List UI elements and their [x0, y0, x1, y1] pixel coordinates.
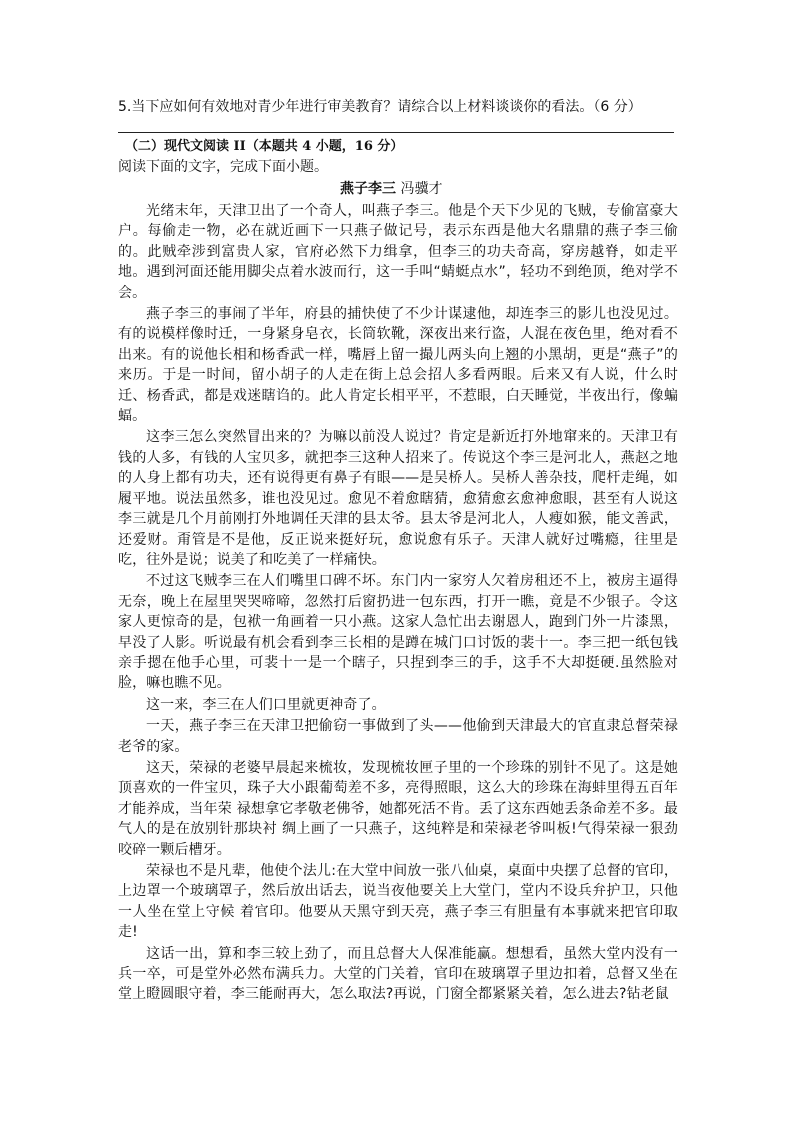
reading-instruction: 阅读下面的文字，完成下面小题。	[118, 159, 328, 175]
paragraph: 燕子李三的事闹了半年，府县的捕快使了不少计谋逮他，却连李三的影儿也没见过。有的说模样像时迁，一身紧身皂衣，长筒软靴，深夜出来行盗，人混在夜色里，绝对看不出来。有的说他长相和杨香武一样，嘴唇上留一撮儿两头向上翘的小黑胡，更是“燕子”的来历。于是一时间，留小胡子的人走在街上总会招人多看两眼。后来又有人说，什么时迁、杨香武，都是戏迷瞎诌的。此人肯定长相平平，不惹眼，白天睡觉，半夜出行，像蝙蝠。	[118, 306, 678, 425]
story-title-line	[340, 179, 442, 199]
paragraph: 这一来，李三在人们口里就更神奇了。	[146, 696, 386, 713]
paragraph: 不过这飞贼李三在人们嘴里口碑不坏。东门内一家穷人欠着房租还不上，被房主逼得无奈，晚上在屋里哭哭啼啼，忽然打后窗扔进一包东西，打开一瞧，竟是不少银子。令这家人更惊奇的是，包袱一角画着一只小燕。这家人急忙出去谢恩人，跑到门外一片漆黑，早没了人影。听说最有机会看到李三长相的是蹲在城门口讨饭的裴十一。李三把一纸包钱亲手摁在他手心里，可裴十一是一个瞎子，只捏到李三的手，这手不大却挺硬.虽然脸对脸，嘛也瞧不见。	[118, 573, 678, 692]
paragraph: 这天，荣禄的老婆早晨起来梳妆，发现梳妆匣子里的一个珍珠的别针不见了。这是她顶喜欢的一件宝贝，珠子大小跟葡萄差不多，亮得照眼，这么大的珍珠在海蚌里得五百年才能养成，当年荣 禄想拿它孝敬老佛爷，她都死活不肯。丢了这东西她丢条命差不多。最气人的是在放别针那块衬 绸上画了一只燕子，这纯粹是和荣禄老爷叫板!气得荣禄一狠劲咬碎一颗后槽牙。	[118, 759, 678, 858]
section-heading: （二）现代文阅读 II（本题共 4 小题，16 分）	[125, 139, 404, 154]
section-divider	[118, 132, 674, 133]
story-body	[118, 201, 678, 1006]
paragraph: 荣禄也不是凡辈，他使个法儿:在大堂中间放一张八仙桌，桌面中央摆了总督的官印，上边罩一个玻璃罩子，然后放出话去，说当夜他要关上大堂门，堂内不设兵弁护卫，只他一人坐在堂上守候 着官印。他要从天黑守到天亮，燕子李三有胆量有本事就来把官印取走!	[118, 863, 678, 941]
paragraph: 这李三怎么突然冒出来的？为嘛以前没人说过？肯定是新近打外地窜来的。天津卫有钱的人多，有钱的人宝贝多，就把李三这种人招来了。传说这个李三是河北人，燕赵之地的人身上都有功夫，还有说得更有鼻子有眼——是吴桥人。吴桥人善杂技，爬杆走绳，如履平地。说法虽然多，谁也没见过。愈见不着愈瞎猜，愈猜愈玄愈神愈眼，甚至有人说这李三就是几个月前刚打外地调任天津的县太爷。县太爷是河北人，人瘦如猴，能文善武，还爱财。甭管是不是他，反正说来挺好玩，愈说愈有乐子。天津人就好过嘴瘾，往里是吃，往外是说；说美了和吃美了一样痛快。	[118, 429, 678, 568]
story-title: 燕子李三	[340, 181, 396, 197]
paragraph: 光绪末年，天津卫出了一个奇人，叫燕子李三。他是个天下少见的飞贼，专偷富豪大户。每偷走一物，必在就近画下一只燕子做记号，表示东西是他大名鼎鼎的燕子李三偷的。此贼牵涉到富贵人家，官府必然下力缉拿，但李三的功夫奇高，穿房越脊，如走平地。遇到河面还能用脚尖点着水波而行，这一手叫“蜻蜓点水”，轻功不到绝顶，绝对学不会。	[118, 203, 678, 301]
paragraph: 一天，燕子李三在天津卫把偷窃一事做到了头——他偷到天津最大的官直隶总督荣禄老爷的家。	[118, 718, 678, 755]
story-author: 冯骥才	[400, 181, 443, 197]
question-5-text: 5.当下应如何有效地对青少年进行审美教育？请综合以上材料谈谈你的看法。（6 分）	[118, 99, 642, 115]
paragraph: 这话一出，算和李三较上劲了，而且总督大人保准能赢。想想看，虽然大堂内没有一兵一卒，可是堂外必然布满兵力。大堂的门关着，官印在玻璃罩子里边扣着，总督又坐在堂上瞪圆眼守着，李三能耐再大，怎么取法?再说，门窗全都紧紧关着，怎么进去?钻老鼠	[118, 945, 678, 1003]
